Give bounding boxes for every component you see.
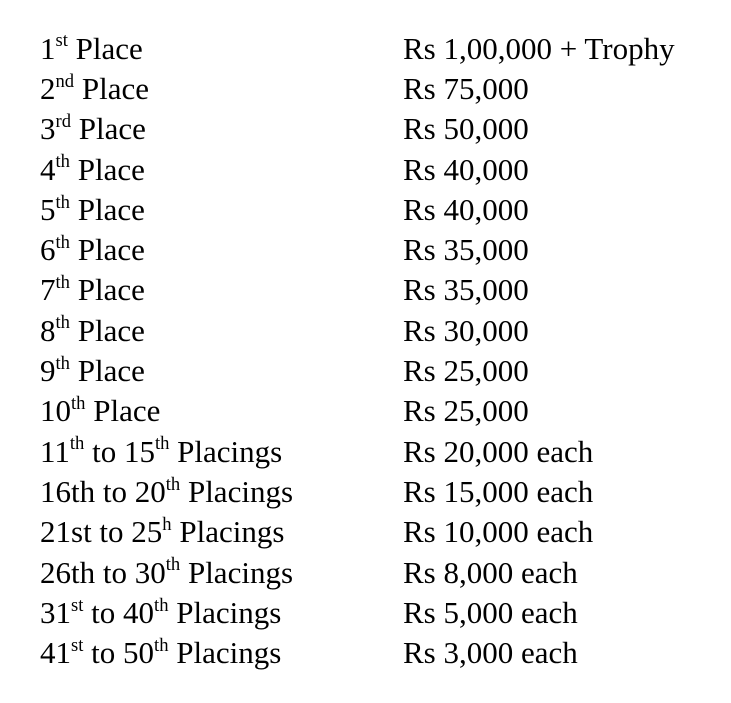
ordinal-suffix: th — [55, 231, 70, 253]
place-label — [40, 473, 403, 509]
place-text: to 50 — [83, 635, 155, 671]
prize-row — [40, 592, 720, 632]
prize-amount: Rs 35,000 — [403, 232, 529, 268]
prize-amount: Rs 75,000 — [403, 70, 529, 106]
prize-row — [40, 391, 720, 431]
prize-row — [40, 68, 720, 108]
place-label — [40, 30, 403, 66]
ordinal-suffix: th — [71, 393, 86, 415]
prize-amount: Rs 10,000 each — [403, 514, 594, 550]
ordinal-suffix: th — [154, 634, 169, 656]
place-label — [40, 393, 403, 429]
place-label — [40, 231, 403, 268]
place-label — [40, 272, 403, 308]
place-text: Place — [69, 191, 145, 227]
prize-row — [40, 471, 720, 511]
place-text: Placings — [180, 473, 294, 509]
ordinal-suffix: st — [71, 594, 84, 616]
prize-amount: Rs 50,000 — [403, 111, 529, 147]
place-text: 11 — [40, 433, 70, 469]
place-text: 7 — [40, 272, 56, 308]
ordinal-suffix: th — [154, 594, 169, 616]
prize-amount: Rs 25,000 — [403, 353, 529, 389]
place-text: Placings — [171, 514, 285, 550]
place-text: Place — [85, 393, 161, 429]
place-text: 41 — [40, 635, 71, 671]
prize-amount: Rs 1,00,000 + Trophy — [403, 30, 675, 66]
place-text: 8 — [40, 312, 56, 348]
prize-row — [40, 270, 720, 310]
place-text: Place — [71, 111, 146, 147]
place-text: 2 — [40, 70, 56, 106]
prize-row — [40, 512, 720, 552]
ordinal-suffix: rd — [55, 110, 71, 132]
place-text: Place — [67, 30, 143, 66]
place-label — [40, 352, 403, 389]
ordinal-suffix: th — [69, 433, 85, 455]
place-text: 3 — [40, 111, 56, 147]
prize-amount: Rs 8,000 each — [403, 554, 578, 590]
place-label — [40, 191, 403, 227]
ordinal-suffix: th — [55, 151, 70, 173]
place-text: 31 — [40, 594, 71, 630]
place-text: Place — [69, 272, 145, 308]
prize-amount: Rs 20,000 each — [403, 433, 594, 469]
place-text: Place — [69, 353, 145, 389]
place-text: to 40 — [83, 594, 155, 630]
place-text: Place — [74, 70, 149, 106]
ordinal-suffix: th — [165, 554, 181, 576]
prize-amount: Rs 15,000 each — [403, 473, 594, 509]
prize-row — [40, 189, 720, 229]
place-text: Placings — [180, 554, 294, 590]
place-text: 9 — [40, 353, 56, 389]
place-label — [40, 513, 403, 550]
place-text: Placings — [168, 594, 282, 630]
place-text: Placings — [169, 433, 283, 469]
prize-amount: Rs 35,000 — [403, 272, 529, 308]
ordinal-suffix: th — [55, 312, 70, 334]
prize-row — [40, 109, 720, 149]
place-label — [40, 70, 403, 106]
place-text: 10 — [40, 393, 71, 429]
prize-row — [40, 310, 720, 350]
place-text: to 15 — [84, 433, 155, 469]
place-text: Place — [69, 232, 145, 268]
ordinal-suffix: h — [162, 513, 172, 535]
place-label — [40, 554, 403, 590]
prize-table — [40, 28, 720, 673]
prize-row — [40, 149, 720, 189]
place-text: 26th to 30 — [40, 554, 166, 590]
prize-row — [40, 229, 720, 269]
prize-amount: Rs 5,000 each — [403, 594, 578, 630]
prize-amount: Rs 25,000 — [403, 393, 529, 429]
prize-amount: Rs 3,000 each — [403, 635, 578, 671]
place-label — [40, 312, 403, 348]
place-label — [40, 433, 403, 469]
ordinal-suffix: th — [55, 191, 70, 213]
ordinal-suffix: th — [55, 352, 70, 374]
ordinal-suffix: nd — [55, 70, 75, 92]
place-label — [40, 594, 403, 630]
ordinal-suffix: th — [55, 272, 70, 294]
ordinal-suffix: st — [55, 30, 68, 52]
place-text: Place — [69, 312, 145, 348]
prize-amount: Rs 30,000 — [403, 312, 529, 348]
prize-amount: Rs 40,000 — [403, 191, 529, 227]
place-text: 4 — [40, 151, 56, 187]
ordinal-suffix: st — [71, 634, 84, 656]
place-label — [40, 151, 403, 187]
ordinal-suffix: th — [154, 433, 170, 455]
place-text: Place — [69, 151, 145, 187]
prize-row — [40, 28, 720, 68]
prize-row — [40, 431, 720, 471]
place-text: 6 — [40, 232, 56, 268]
prize-row — [40, 350, 720, 390]
prize-row — [40, 632, 720, 672]
place-text: 5 — [40, 191, 56, 227]
place-label — [40, 110, 403, 147]
ordinal-suffix: th — [165, 473, 181, 495]
place-text: Placings — [168, 635, 282, 671]
prize-row — [40, 552, 720, 592]
prize-amount: Rs 40,000 — [403, 151, 529, 187]
place-text: 1 — [40, 30, 56, 66]
place-text: 16th to 20 — [40, 473, 166, 509]
place-text: 21st to 25 — [40, 514, 163, 550]
place-label — [40, 634, 403, 671]
